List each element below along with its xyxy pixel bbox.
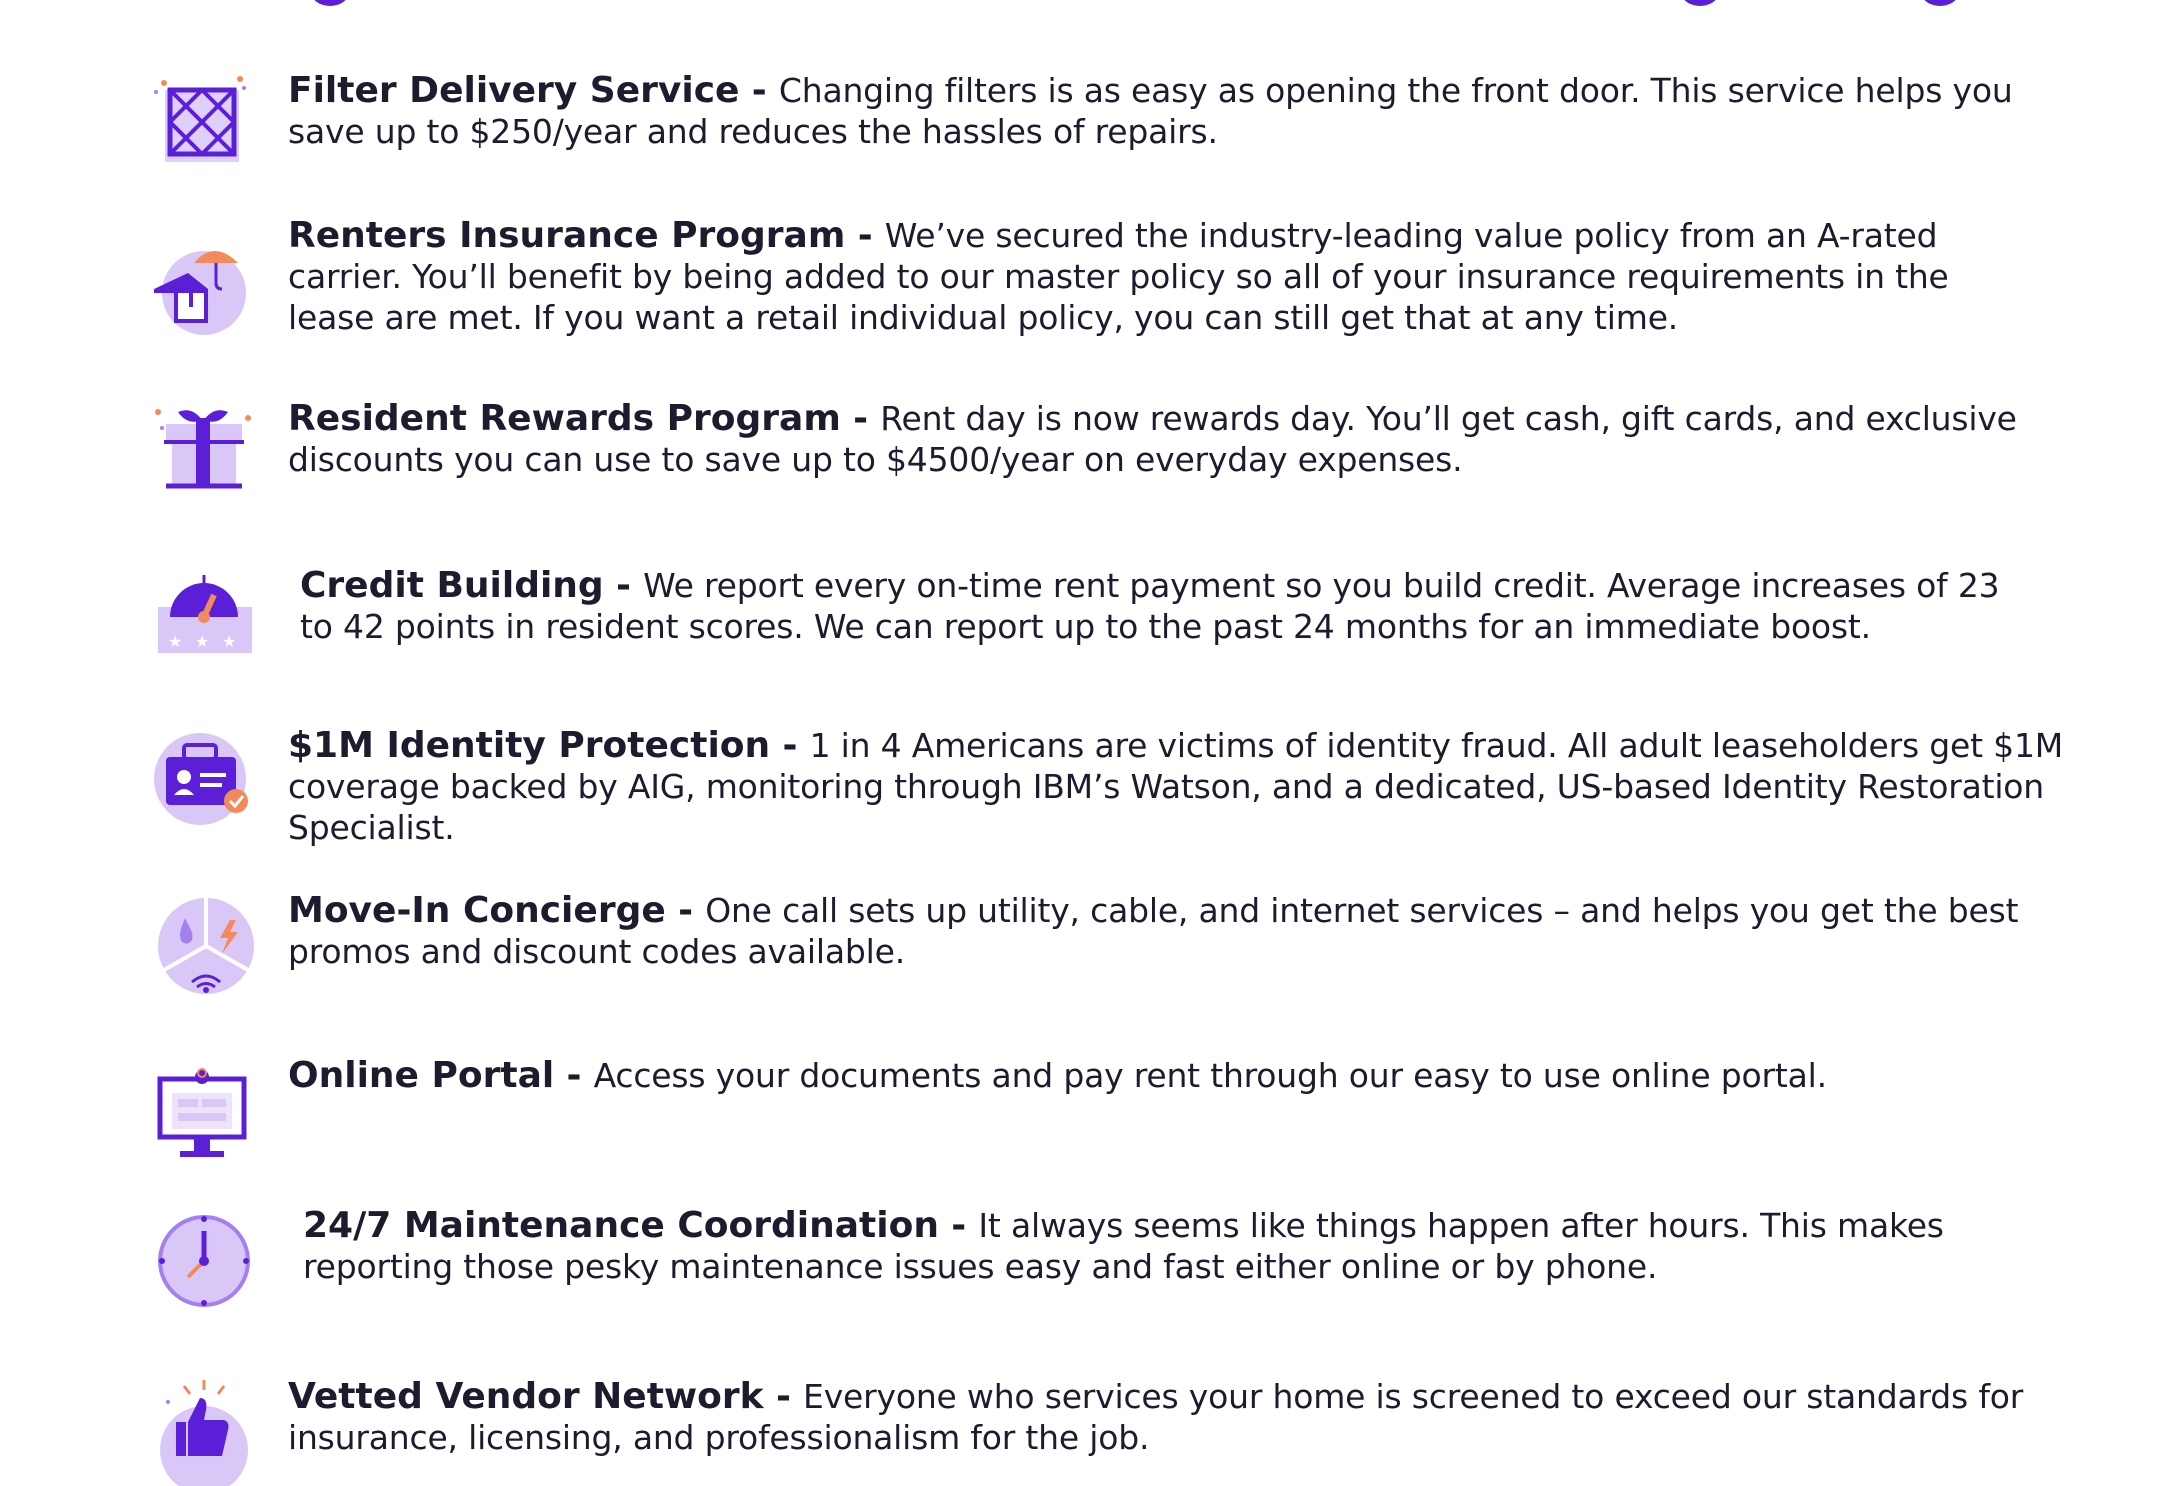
heading-fragment xyxy=(1920,0,1960,6)
item-separator: - xyxy=(665,890,706,931)
item-separator: - xyxy=(554,1055,594,1096)
credit-gauge-icon xyxy=(148,565,258,675)
id-badge-icon xyxy=(148,725,258,835)
item-title: Vetted Vendor Network xyxy=(288,1376,764,1417)
item-description: Access your documents and pay rent through our easy to use online portal. xyxy=(593,1056,1827,1095)
item-text xyxy=(288,70,2048,152)
top-header-fragment xyxy=(0,0,2160,8)
item-text xyxy=(288,1376,2028,1458)
item-text xyxy=(303,1205,2043,1287)
item-description: Everyone who services your home is screened to exceed our standards for insurance, licensing, and professionalism for the job. xyxy=(288,1377,2024,1457)
item-title: Resident Rewards Program xyxy=(288,398,841,439)
svg-text:★: ★ xyxy=(168,632,183,651)
item-separator: - xyxy=(840,398,881,439)
item-separator: - xyxy=(938,1205,979,1246)
item-separator: - xyxy=(739,70,779,111)
svg-text:★: ★ xyxy=(195,632,210,651)
item-text xyxy=(288,215,2028,338)
item-text xyxy=(288,725,2068,848)
item-description: We report every on-time rent payment so you build credit. Average increases of 23 to 42 points in resident scores. We can report up to the past 24 months for an immediate boost. xyxy=(300,566,2000,646)
item-separator: - xyxy=(603,565,644,606)
item-title: Filter Delivery Service xyxy=(288,70,740,111)
item-title: Credit Building xyxy=(300,565,604,606)
gift-icon xyxy=(148,398,258,508)
item-description: Changing filters is as easy as opening the front door. This service helps you save up to $250/year and reduces the hassles of repairs. xyxy=(288,71,2013,151)
thumbs-up-icon xyxy=(148,1376,258,1486)
item-title: $1M Identity Protection xyxy=(288,725,771,766)
item-title: Move-In Concierge xyxy=(288,890,666,931)
heading-fragment xyxy=(310,0,350,6)
svg-text:★: ★ xyxy=(222,632,237,651)
item-description: 1 in 4 Americans are victims of identity fraud. All adult leaseholders get $1M coverage backed by AIG, monitoring through IBM’s Watson, and a dedicated, US-based Identity Restoration Specialist. xyxy=(288,726,2064,847)
item-title: Online Portal xyxy=(288,1055,555,1096)
item-description: We’ve secured the industry-leading value policy from an A-rated carrier. You’ll benefit by being added to our master policy so all of your insurance requirements in the lease are met. If you want a retail individual policy, you can still get that at any time. xyxy=(288,216,1949,337)
utilities-icon xyxy=(148,890,258,1000)
item-description: It always seems like things happen after hours. This makes reporting those pesky maintenance issues easy and fast either online or by phone. xyxy=(303,1206,1944,1286)
heading-fragment xyxy=(1680,0,1720,6)
item-title: 24/7 Maintenance Coordination xyxy=(303,1205,939,1246)
clock-icon xyxy=(148,1205,258,1315)
item-description: One call sets up utility, cable, and internet services – and helps you get the best promos and discount codes available. xyxy=(288,891,2019,971)
item-description: Rent day is now rewards day. You’ll get cash, gift cards, and exclusive discounts you can use to save up to $4500/year on everyday expenses. xyxy=(288,399,2017,479)
item-separator: - xyxy=(845,215,885,256)
item-text xyxy=(288,890,2028,972)
item-text xyxy=(288,1055,2028,1096)
item-text xyxy=(288,398,2028,480)
monitor-icon xyxy=(148,1055,258,1165)
item-separator: - xyxy=(763,1376,804,1417)
item-separator: - xyxy=(770,725,810,766)
item-text xyxy=(300,565,2040,647)
item-title: Renters Insurance Program xyxy=(288,215,846,256)
filter-icon xyxy=(148,70,258,180)
house-umbrella-icon xyxy=(148,233,258,343)
